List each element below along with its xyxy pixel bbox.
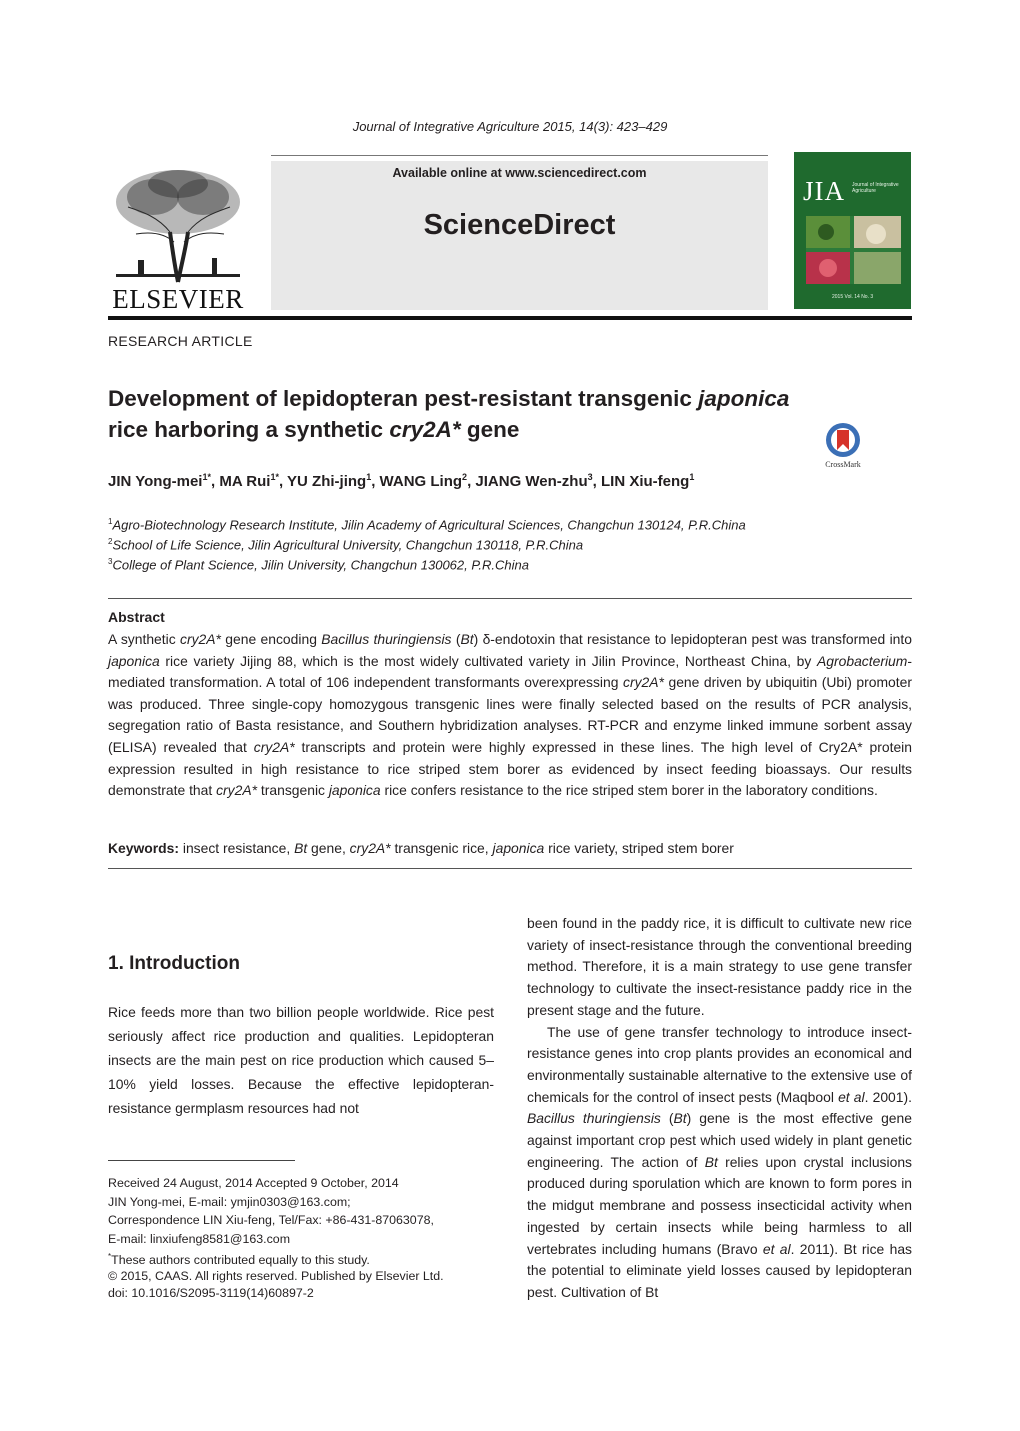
crossmark-label: CrossMark: [825, 460, 861, 469]
text-run: . 2001).: [864, 1088, 912, 1105]
text-run: rice variety, striped stem borer: [544, 840, 734, 856]
italic-run: Bt: [460, 631, 474, 647]
text-run: (: [660, 1110, 674, 1127]
title-part: gene: [460, 417, 520, 442]
section-heading-introduction: 1. Introduction: [108, 953, 240, 974]
affiliation-text: College of Plant Science, Jilin University, Changchun 130062, P.R.China: [112, 557, 529, 573]
article-title: [108, 383, 888, 445]
keywords: [108, 840, 912, 856]
correspondence-email[interactable]: E-mail: linxiufeng8581@163.com: [108, 1231, 291, 1246]
journal-citation: Journal of Integrative Agriculture 2015, 14(3): 423–429: [352, 119, 668, 134]
author-affiliation-mark: 1: [366, 472, 372, 482]
italic-run: cry2A*: [253, 738, 295, 755]
text-run: transgenic rice,: [390, 840, 493, 856]
crossmark-icon[interactable]: [818, 420, 868, 470]
intro-left-column: [108, 1000, 494, 1120]
footnote-mark: *: [108, 1252, 112, 1261]
author-name[interactable]: MA Rui: [219, 473, 271, 490]
affiliation-2: [108, 537, 583, 552]
text-run: (: [451, 631, 461, 647]
sciencedirect-title[interactable]: ScienceDirect: [423, 209, 616, 241]
intro-paragraph: [527, 913, 912, 1022]
cover-footer: 2015 Vol. 14 No. 3: [832, 294, 874, 300]
italic-run: cry2A*: [349, 840, 391, 856]
text-run: ) gene is the most effective gene against important crop pest which used widely in plant genetic engineering. The action of: [527, 1110, 912, 1170]
article-type: RESEARCH ARTICLE: [108, 333, 253, 349]
author-name[interactable]: JIANG Wen-zhu: [475, 473, 588, 490]
banner-top-rule: [271, 155, 768, 156]
title-italic: japonica: [698, 386, 790, 411]
author-separator: ,: [278, 473, 288, 490]
elsevier-wordmark: ELSEVIER: [112, 284, 244, 314]
author-list: [108, 472, 694, 490]
italic-run: Bt: [704, 1153, 718, 1170]
text-run: been found in the paddy rice, it is difficult to cultivate new rice variety of insect-resistance through the conventional breeding method. Therefore, it is a main strategy to use gene transfer technology to cultivate the insect-resistance paddy rice in the present stage and the future.: [527, 915, 912, 1018]
author-affiliation-mark: 1*: [202, 472, 211, 482]
abstract-bottom-rule: [108, 868, 912, 869]
text-run: rice variety Jijing 88, which is the most widely cultivated variety in Jilin Province, Northeast China, by: [159, 652, 818, 669]
text-run: relies upon crystal inclusions produced during sporulation which are known to form pores in the midgut membrane and possess insecticidal activity when ingested by certain insects while being harmless to all vertebrates including humans (Bravo: [527, 1153, 912, 1257]
intro-right-column: [527, 913, 912, 1304]
author-affiliation-mark: 2: [462, 472, 468, 482]
available-online-text[interactable]: Available online at www.sciencedirect.com: [392, 166, 647, 180]
cover-photos: [806, 216, 901, 284]
italic-run: Agrobacterium: [817, 652, 908, 669]
author-separator: ,: [592, 473, 601, 490]
title-part: Development of lepidopteran pest-resistant transgenic: [108, 386, 699, 411]
italic-run: Bacillus thuringiensis: [321, 631, 452, 647]
text-run: Rice feeds more than two billion people worldwide. Rice pest seriously affect rice production and qualities. Lepidopteran insects are the main pest on rice production which caused 5–10% yield losses. Because the effective lepidopteran-resistance germplasm resources had not: [108, 1004, 494, 1116]
copyright-line: © 2015, CAAS. All rights reserved. Published by Elsevier Ltd.: [108, 1269, 444, 1283]
italic-run: japonica: [108, 652, 160, 669]
text-run: gene encoding: [220, 631, 322, 647]
italic-run: et al: [838, 1088, 865, 1105]
italic-run: Bt: [673, 1110, 687, 1127]
abstract-body: [108, 629, 912, 802]
text-run: rice confers resistance to the rice striped stem borer in the laboratory conditions.: [380, 782, 878, 799]
abstract-heading: Abstract: [108, 609, 165, 625]
text-run: gene driven by ubiquitin (Ubi) promoter was produced. Three single-copy homozygous transgenic lines were finally selected based on the results of PCR analysis, segregation ratio of Basta resistance, and Southern hybridization analyses. RT-PCR and enzyme linked immune sorbent assay (ELISA) revealed that: [108, 674, 912, 755]
affiliation-number: 3: [108, 557, 113, 566]
text-run: insect resistance,: [179, 840, 295, 856]
author-separator: ,: [371, 473, 380, 490]
author-affiliation-mark: 1: [689, 472, 695, 482]
author-affiliation-mark: 1*: [270, 472, 279, 482]
text-run: transcripts and protein were highly expressed in these lines. The high level of Cry2A* protein expression resulted in high resistance to rice striped stem borer as evidenced by insect feeding bioassays. Our results demonstrate that: [108, 738, 912, 799]
author-name[interactable]: YU Zhi-jing: [287, 473, 367, 490]
equal-contribution-text: These authors contributed equally to this study.: [111, 1253, 370, 1268]
doi-link[interactable]: doi: 10.1016/S2095-3119(14)60897-2: [108, 1286, 314, 1300]
abstract-top-rule: [108, 598, 912, 599]
keywords-list: [179, 840, 734, 856]
text-run: gene,: [307, 840, 350, 856]
author-name[interactable]: JIN Yong-mei: [108, 473, 203, 490]
italic-run: japonica: [328, 782, 381, 799]
text-run: ) δ-endotoxin that resistance to lepidopteran pest was transformed into: [473, 631, 912, 647]
author-affiliation-mark: 3: [587, 472, 593, 482]
affiliation-number: 1: [108, 517, 113, 526]
italic-run: cry2A*: [216, 782, 258, 799]
cover-jia-text: JIA: [803, 176, 845, 206]
author-name[interactable]: LIN Xiu-feng: [601, 473, 690, 490]
text-run: . 2011). Bt rice has the potential to eliminate yield losses caused by lepidopteran pest. Cultivation of Bt: [527, 1240, 912, 1300]
journal-cover-image[interactable]: [794, 152, 911, 309]
author-separator: ,: [467, 473, 476, 490]
copyright-block: [108, 1268, 508, 1302]
text-run: -mediated transformation. A total of 106 independent transformants overexpressing: [108, 652, 912, 691]
italic-run: cry2A*: [623, 674, 664, 691]
header-thick-rule: [108, 316, 912, 320]
affiliation-text: Agro-Biotechnology Research Institute, Jilin Academy of Agricultural Sciences, Changchun 130124, P.R.China: [112, 517, 746, 533]
author-separator: ,: [210, 473, 220, 490]
affiliation-3: [108, 557, 529, 572]
title-italic: cry2A*: [389, 417, 461, 442]
received-dates: Received 24 August, 2014 Accepted 9 October, 2014: [108, 1176, 399, 1190]
cover-subtitle: Journal of Integrative Agriculture: [852, 182, 899, 194]
italic-run: et al: [762, 1240, 791, 1257]
author-name[interactable]: WANG Ling: [379, 473, 463, 490]
author-email[interactable]: JIN Yong-mei, E-mail: ymjin0303@163.com;: [108, 1194, 351, 1209]
affiliation-number: 2: [108, 537, 113, 546]
italic-run: Bacillus thuringiensis: [527, 1110, 661, 1127]
affiliation-text: School of Life Science, Jilin Agricultural University, Changchun 130118, P.R.China: [112, 537, 584, 553]
text-run: A synthetic: [108, 631, 181, 647]
keywords-label: Keywords:: [108, 840, 180, 856]
footnote-rule: [108, 1160, 295, 1161]
italic-run: japonica: [492, 840, 545, 856]
correspondence: Correspondence LIN Xiu-feng, Tel/Fax: +86-431-87063078,: [108, 1213, 434, 1227]
equal-contribution-note: [108, 1248, 508, 1270]
affiliation-1: [108, 517, 746, 532]
title-part: rice harboring a synthetic: [108, 417, 390, 442]
italic-run: cry2A*: [180, 631, 221, 647]
text-run: The use of gene transfer technology to introduce insect-resistance genes into crop plants provides an economical and environmentally sustainable alternative to the extensive use of chemicals for the control of insect pests (Maqbool: [527, 1023, 912, 1105]
text-run: transgenic: [257, 782, 329, 799]
intro-paragraph: [527, 1022, 912, 1304]
footnotes: [108, 1174, 508, 1270]
italic-run: Bt: [294, 840, 308, 856]
